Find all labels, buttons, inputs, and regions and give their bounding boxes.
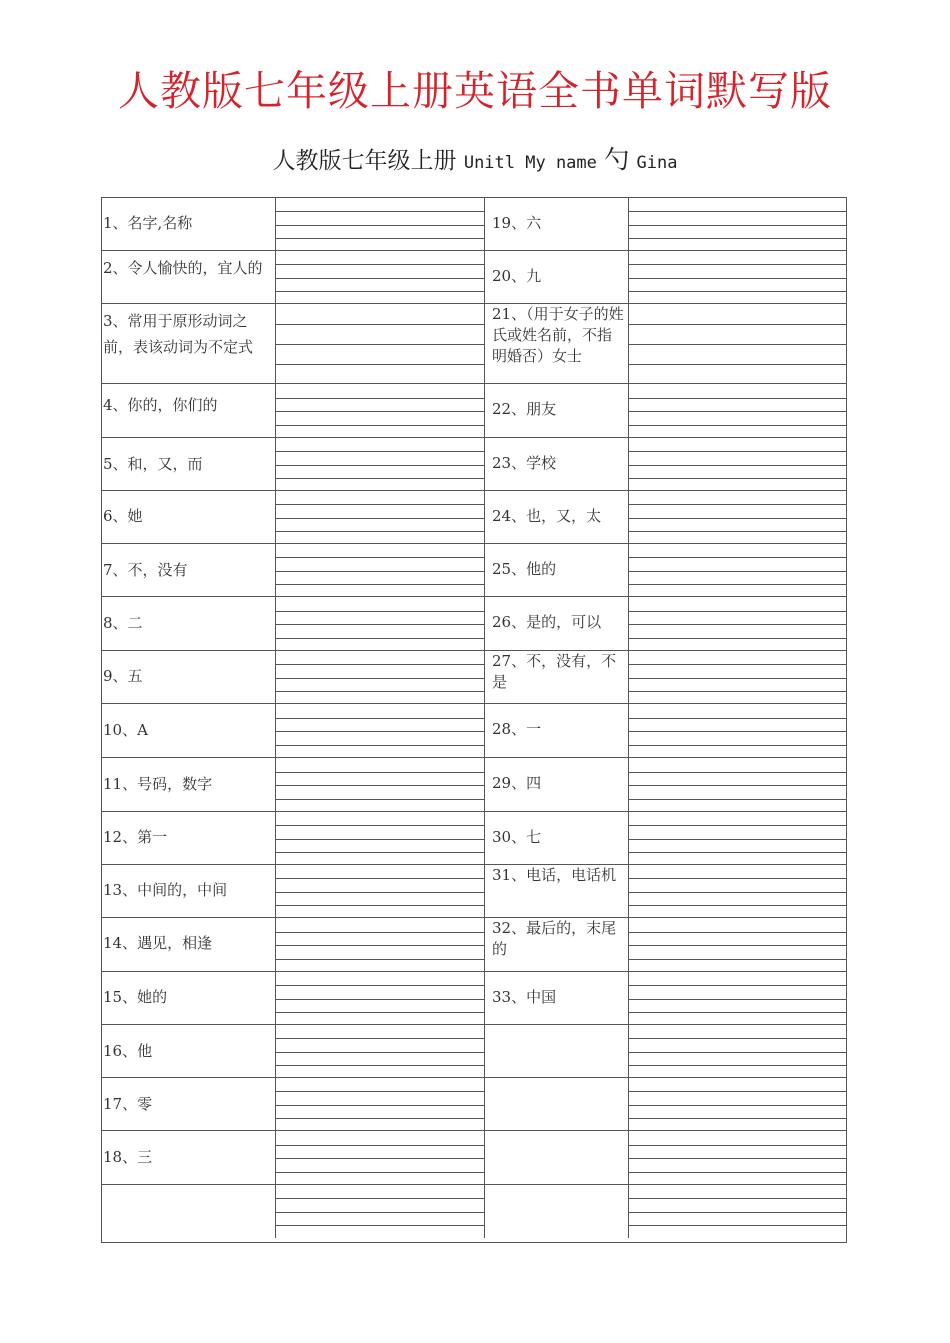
writing-line[interactable]	[629, 959, 846, 960]
writing-line[interactable]	[276, 1225, 484, 1226]
writing-line[interactable]	[276, 1212, 484, 1213]
writing-line[interactable]	[276, 785, 484, 786]
writing-line[interactable]	[276, 571, 484, 572]
writing-line[interactable]	[629, 1212, 846, 1213]
writing-line[interactable]	[276, 905, 484, 906]
chinese-prompt-cell	[102, 865, 276, 917]
chinese-prompt-cell	[485, 758, 629, 811]
word-prompt: 33、中国	[492, 988, 557, 1006]
writing-line[interactable]	[276, 799, 484, 800]
writing-line[interactable]	[629, 518, 846, 519]
writing-line[interactable]	[629, 1225, 846, 1226]
chinese-prompt-cell	[102, 438, 276, 490]
writing-line[interactable]	[276, 225, 484, 226]
writing-line[interactable]	[629, 478, 846, 479]
word-prompt: 32、最后的，末尾的	[492, 919, 617, 958]
writing-line[interactable]	[629, 465, 846, 466]
writing-line[interactable]	[629, 571, 846, 572]
chinese-prompt-cell	[485, 544, 629, 596]
writing-line[interactable]	[276, 731, 484, 732]
writing-line[interactable]	[276, 624, 484, 625]
writing-line[interactable]	[629, 985, 846, 986]
writing-line[interactable]	[629, 932, 846, 933]
chinese-prompt-cell	[485, 918, 629, 971]
answer-cell	[629, 491, 846, 543]
answer-cell	[276, 1185, 485, 1238]
writing-line[interactable]	[629, 225, 846, 226]
writing-line[interactable]	[276, 425, 484, 426]
writing-line[interactable]	[629, 664, 846, 665]
writing-line[interactable]	[276, 584, 484, 585]
answer-cell	[276, 704, 485, 757]
writing-line[interactable]	[629, 1158, 846, 1159]
answer-cell	[629, 972, 846, 1024]
writing-line[interactable]	[276, 264, 484, 265]
writing-line[interactable]	[629, 1012, 846, 1013]
writing-line[interactable]	[276, 1105, 484, 1106]
table-row	[102, 438, 846, 491]
writing-line[interactable]	[276, 324, 484, 325]
document-title: 人教版七年级上册英语全书单词默写版	[118, 67, 832, 115]
chinese-prompt-cell	[102, 758, 276, 811]
writing-line[interactable]	[629, 1065, 846, 1066]
chinese-prompt-cell	[485, 1185, 629, 1238]
table-row	[102, 304, 846, 384]
word-prompt: 4、你的，你们的	[103, 396, 218, 414]
answer-cell	[276, 918, 485, 971]
writing-line[interactable]	[629, 278, 846, 279]
chinese-prompt-cell	[485, 597, 629, 650]
writing-line[interactable]	[276, 531, 484, 532]
writing-line[interactable]	[629, 731, 846, 732]
writing-line[interactable]	[629, 718, 846, 719]
writing-line[interactable]	[629, 557, 846, 558]
word-prompt: 15、她的	[103, 988, 168, 1006]
word-prompt: 16、他	[103, 1042, 153, 1060]
writing-line[interactable]	[276, 504, 484, 505]
writing-line[interactable]	[276, 518, 484, 519]
writing-line[interactable]	[276, 1012, 484, 1013]
word-prompt: 26、是的，可以	[492, 613, 602, 631]
answer-cell	[629, 1185, 846, 1238]
writing-line[interactable]	[629, 531, 846, 532]
word-prompt: 20、九	[492, 267, 542, 285]
table-row	[102, 651, 846, 704]
chinese-prompt-cell	[102, 198, 276, 250]
table-row	[102, 972, 846, 1025]
chinese-prompt-cell	[485, 704, 629, 757]
answer-cell	[629, 384, 846, 437]
writing-line[interactable]	[276, 959, 484, 960]
writing-line[interactable]	[629, 624, 846, 625]
chinese-prompt-cell	[485, 1025, 629, 1077]
chinese-prompt-cell	[102, 1025, 276, 1077]
writing-line[interactable]	[629, 211, 846, 212]
chinese-prompt-cell	[102, 544, 276, 596]
word-prompt: 11、号码，数字	[103, 775, 213, 793]
writing-line[interactable]	[276, 892, 484, 893]
word-prompt: 18、三	[103, 1148, 153, 1166]
chinese-prompt-cell	[102, 1185, 276, 1238]
word-prompt: 6、她	[103, 507, 143, 525]
word-prompt: 23、学校	[492, 454, 557, 472]
writing-line[interactable]	[629, 238, 846, 239]
answer-cell	[276, 1131, 485, 1184]
answer-cell	[276, 384, 485, 437]
chinese-prompt-cell	[485, 1078, 629, 1130]
writing-line[interactable]	[276, 839, 484, 840]
writing-line[interactable]	[276, 238, 484, 239]
chinese-prompt-cell	[485, 651, 629, 703]
table-row	[102, 865, 846, 918]
table-row	[102, 384, 846, 438]
writing-line[interactable]	[629, 1038, 846, 1039]
word-prompt: 21、（用于女子的姓 氏或姓名前，不指 明婚否）女士	[492, 305, 624, 365]
writing-line[interactable]	[629, 878, 846, 879]
table-row	[102, 491, 846, 544]
writing-line[interactable]	[276, 745, 484, 746]
writing-line[interactable]	[629, 745, 846, 746]
table-row	[102, 812, 846, 865]
word-prompt: 31、电话，电话机	[492, 866, 617, 884]
chinese-prompt-cell	[485, 972, 629, 1024]
answer-cell	[276, 438, 485, 490]
word-prompt: 10、A	[103, 721, 148, 739]
word-prompt: 5、和，又，而	[103, 455, 203, 473]
writing-line[interactable]	[629, 1172, 846, 1173]
word-prompt: 19、六	[492, 214, 542, 232]
writing-line[interactable]	[276, 398, 484, 399]
writing-line[interactable]	[629, 291, 846, 292]
chinese-prompt-cell	[102, 384, 276, 437]
writing-line[interactable]	[276, 1172, 484, 1173]
writing-line[interactable]	[629, 611, 846, 612]
vocabulary-table	[101, 197, 847, 1243]
word-prompt: 7、不，没有	[103, 561, 188, 579]
writing-line[interactable]	[629, 945, 846, 946]
writing-line[interactable]	[276, 638, 484, 639]
table-row	[102, 758, 846, 812]
writing-line[interactable]	[276, 411, 484, 412]
writing-line[interactable]	[276, 557, 484, 558]
word-prompt: 14、遇见，相逢	[103, 934, 213, 952]
writing-line[interactable]	[629, 892, 846, 893]
writing-line[interactable]	[629, 504, 846, 505]
writing-line[interactable]	[629, 1118, 846, 1119]
table-row	[102, 1078, 846, 1131]
answer-cell	[629, 198, 846, 250]
writing-line[interactable]	[276, 278, 484, 279]
table-row	[102, 1185, 846, 1238]
table-row	[102, 704, 846, 758]
subtitle-unit: Unitl My name	[463, 153, 597, 173]
subtitle-glyph: 勺	[604, 145, 630, 174]
table-row	[102, 1025, 846, 1078]
subtitle-prefix: 人教版七年级上册	[272, 148, 457, 174]
writing-line[interactable]	[276, 1198, 484, 1199]
answer-cell	[629, 918, 846, 971]
word-prompt: 13、中间的，中间	[103, 881, 228, 899]
word-prompt: 17、零	[103, 1095, 153, 1113]
answer-cell	[276, 1025, 485, 1077]
writing-line[interactable]	[629, 852, 846, 853]
chinese-prompt-cell	[102, 1078, 276, 1130]
chinese-prompt-cell	[102, 972, 276, 1024]
word-prompt: 22、朋友	[492, 400, 557, 418]
writing-line[interactable]	[276, 211, 484, 212]
answer-cell	[276, 491, 485, 543]
writing-line[interactable]	[276, 772, 484, 773]
writing-line[interactable]	[629, 825, 846, 826]
chinese-prompt-cell	[485, 251, 629, 303]
writing-line[interactable]	[276, 1091, 484, 1092]
answer-cell	[629, 865, 846, 917]
writing-line[interactable]	[629, 324, 846, 325]
answer-cell	[629, 544, 846, 596]
writing-line[interactable]	[276, 878, 484, 879]
writing-line[interactable]	[276, 1038, 484, 1039]
writing-line[interactable]	[276, 611, 484, 612]
writing-line[interactable]	[276, 478, 484, 479]
writing-line[interactable]	[629, 785, 846, 786]
writing-line[interactable]	[276, 364, 484, 365]
writing-line[interactable]	[629, 638, 846, 639]
answer-cell	[276, 972, 485, 1024]
chinese-prompt-cell	[102, 812, 276, 864]
chinese-prompt-cell	[102, 918, 276, 971]
writing-line[interactable]	[276, 999, 484, 1000]
table-row	[102, 597, 846, 651]
writing-line[interactable]	[276, 825, 484, 826]
writing-line[interactable]	[629, 905, 846, 906]
subtitle-suffix: Gina	[636, 153, 678, 173]
writing-line[interactable]	[629, 451, 846, 452]
answer-cell	[276, 812, 485, 864]
word-prompt: 1、名字,名称	[103, 214, 193, 232]
answer-cell	[629, 1078, 846, 1130]
chinese-prompt-cell	[102, 651, 276, 703]
writing-line[interactable]	[629, 839, 846, 840]
answer-cell	[629, 597, 846, 650]
writing-line[interactable]	[276, 691, 484, 692]
word-prompt: 27、不，没有，不是	[492, 652, 617, 691]
writing-line[interactable]	[276, 932, 484, 933]
word-prompt: 12、第一	[103, 828, 168, 846]
writing-line[interactable]	[629, 1091, 846, 1092]
answer-cell	[276, 251, 485, 303]
chinese-prompt-cell	[485, 1131, 629, 1184]
table-row	[102, 198, 846, 251]
writing-line[interactable]	[276, 1065, 484, 1066]
chinese-prompt-cell	[485, 865, 629, 917]
answer-cell	[276, 651, 485, 703]
writing-line[interactable]	[629, 799, 846, 800]
chinese-prompt-cell	[485, 438, 629, 490]
table-row	[102, 251, 846, 304]
writing-line[interactable]	[629, 425, 846, 426]
writing-line[interactable]	[276, 985, 484, 986]
answer-cell	[276, 865, 485, 917]
writing-line[interactable]	[629, 1198, 846, 1199]
answer-cell	[276, 198, 485, 250]
writing-line[interactable]	[276, 1052, 484, 1053]
writing-line[interactable]	[276, 344, 484, 345]
word-prompt: 30、七	[492, 828, 542, 846]
answer-cell	[629, 758, 846, 811]
answer-cell	[276, 1078, 485, 1130]
answer-cell	[276, 758, 485, 811]
table-row	[102, 918, 846, 972]
answer-cell	[629, 1025, 846, 1077]
answer-cell	[276, 544, 485, 596]
answer-cell	[629, 438, 846, 490]
writing-line[interactable]	[629, 1105, 846, 1106]
chinese-prompt-cell	[102, 704, 276, 757]
writing-line[interactable]	[276, 945, 484, 946]
writing-line[interactable]	[629, 691, 846, 692]
writing-line[interactable]	[276, 664, 484, 665]
writing-line[interactable]	[276, 1145, 484, 1146]
writing-line[interactable]	[629, 344, 846, 345]
answer-cell	[629, 251, 846, 303]
chinese-prompt-cell	[102, 304, 276, 383]
word-prompt: 24、也，又，太	[492, 507, 602, 525]
chinese-prompt-cell	[485, 491, 629, 543]
writing-line[interactable]	[629, 1145, 846, 1146]
table-row	[102, 1131, 846, 1185]
writing-line[interactable]	[629, 364, 846, 365]
answer-cell	[276, 597, 485, 650]
writing-line[interactable]	[276, 1158, 484, 1159]
answer-cell	[629, 812, 846, 864]
word-prompt: 2、令人愉快的，宜人的	[103, 259, 263, 277]
answer-cell	[276, 304, 485, 383]
unit-subtitle	[0, 140, 950, 176]
answer-cell	[629, 1131, 846, 1184]
chinese-prompt-cell	[102, 1131, 276, 1184]
word-prompt: 29、四	[492, 774, 542, 792]
chinese-prompt-cell	[102, 597, 276, 650]
writing-line[interactable]	[629, 999, 846, 1000]
writing-line[interactable]	[276, 291, 484, 292]
writing-line[interactable]	[276, 465, 484, 466]
writing-line[interactable]	[276, 1118, 484, 1119]
answer-cell	[629, 304, 846, 383]
writing-line[interactable]	[629, 1052, 846, 1053]
answer-cell	[629, 651, 846, 703]
table-row	[102, 544, 846, 597]
writing-line[interactable]	[629, 678, 846, 679]
word-prompt: 25、他的	[492, 560, 557, 578]
writing-line[interactable]	[629, 584, 846, 585]
word-prompt: 9、五	[103, 667, 143, 685]
writing-line[interactable]	[276, 718, 484, 719]
writing-line[interactable]	[276, 852, 484, 853]
answer-cell	[629, 704, 846, 757]
writing-line[interactable]	[629, 411, 846, 412]
word-prompt: 8、二	[103, 614, 143, 632]
writing-line[interactable]	[629, 772, 846, 773]
writing-line[interactable]	[276, 451, 484, 452]
writing-line[interactable]	[276, 678, 484, 679]
writing-line[interactable]	[629, 398, 846, 399]
chinese-prompt-cell	[485, 384, 629, 437]
chinese-prompt-cell	[485, 812, 629, 864]
word-prompt: 3、常用于原形动词之前，表该动词为不定式	[103, 312, 254, 356]
chinese-prompt-cell	[102, 491, 276, 543]
chinese-prompt-cell	[485, 198, 629, 250]
chinese-prompt-cell	[485, 304, 629, 383]
chinese-prompt-cell	[102, 251, 276, 303]
writing-line[interactable]	[629, 264, 846, 265]
word-prompt: 28、一	[492, 720, 542, 738]
